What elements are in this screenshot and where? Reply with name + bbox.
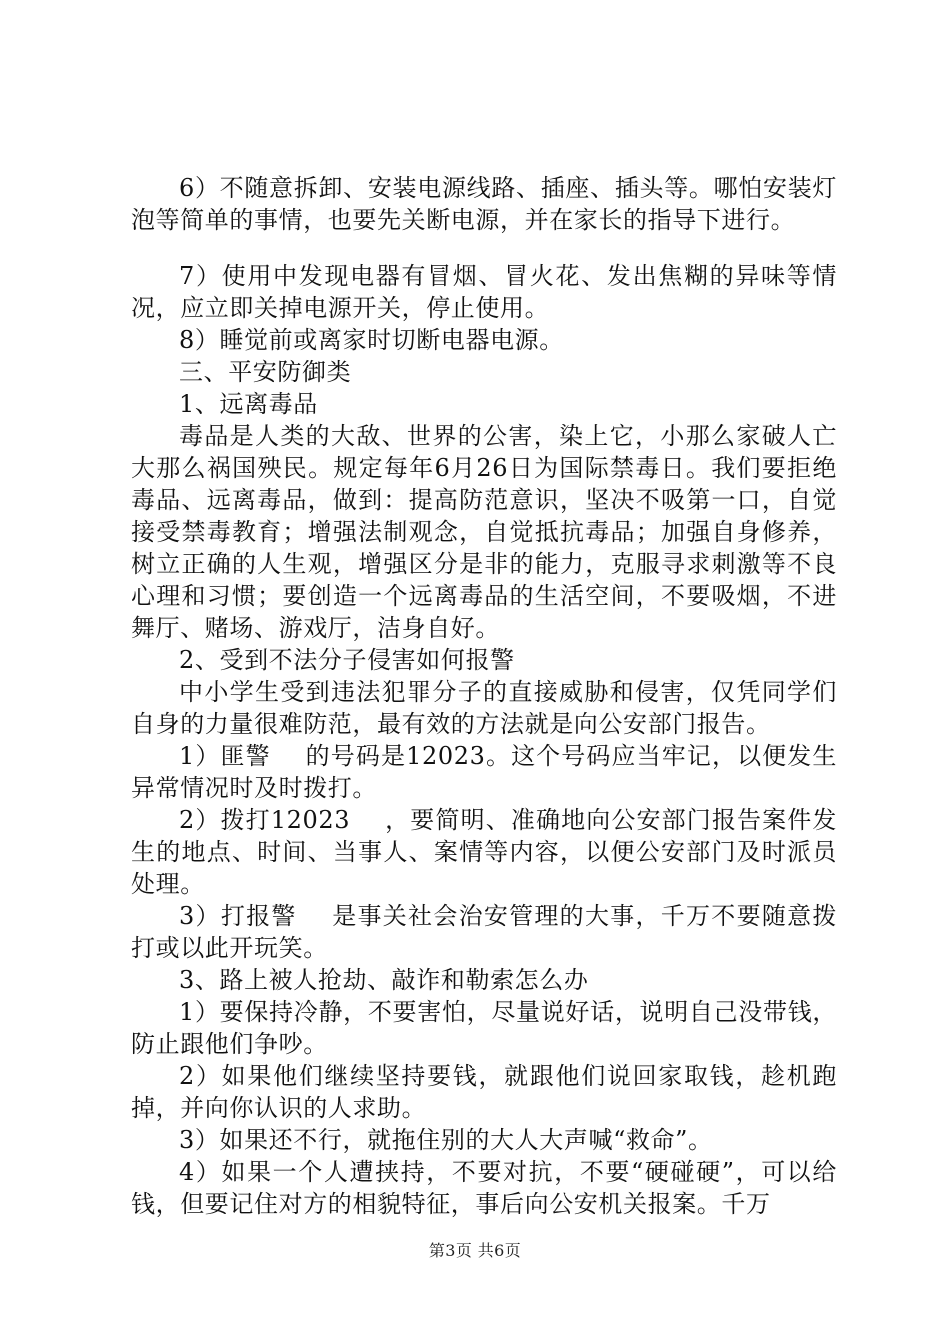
subheading-robbery: 3、路上被人抢劫、敲诈和勒索怎么办 (179, 966, 589, 994)
subheading-report-police: 2、受到不法分子侵害如何报警 (179, 646, 515, 674)
paragraph-report-3: 3）打报警 是事关社会治安管理的大事，千万不要随意拨打或以此开玩笑。 (131, 902, 837, 962)
document-body (131, 172, 837, 1220)
paragraph-electric-7: 7）使用中发现电器有冒烟、冒火花、发出焦糊的异味等情况，应立即关掉电源开关，停止使用。 (131, 262, 837, 322)
page-number-footer: 第3页 共6页 (428, 1241, 522, 1260)
paragraph-robbery-3: 3）如果还不行，就拖住别的大人大声喊“救命”。 (179, 1126, 713, 1154)
paragraph-robbery-4: 4）如果一个人遭挟持，不要对抗，不要“硬碰硬”，可以给钱，但要记住对方的相貌特征，事后向公安机关报案。千万 (131, 1158, 837, 1218)
paragraph-drugs: 毒品是人类的大敌、世界的公害，染上它，小那么家破人亡大那么祸国殃民。规定每年6月26日为国际禁毒日。我们要拒绝毒品、远离毒品，做到：提高防范意识，坚决不吸第一口，自觉接受禁毒教育；增强法制观念，自觉抵抗毒品；加强自身修养，树立正确的人生观，增强区分是非的能力，克服寻求刺激等不良心理和习惯；要创造一个远离毒品的生活空间，不要吸烟，不进舞厅、赌场、游戏厅，洁身自好。 (131, 422, 837, 642)
paragraph-electric-6: 6）不随意拆卸、安装电源线路、插座、插头等。哪怕安装灯泡等简单的事情，也要先关断电源，并在家长的指导下进行。 (131, 174, 837, 234)
paragraph-robbery-2: 2）如果他们继续坚持要钱，就跟他们说回家取钱，趁机跑掉，并向你认识的人求助。 (131, 1062, 837, 1122)
subheading-stay-away-drugs: 1、远离毒品 (179, 390, 318, 418)
paragraph-robbery-1: 1）要保持冷静，不要害怕，尽量说好话，说明自己没带钱，防止跟他们争吵。 (131, 998, 837, 1058)
paragraph-report-intro: 中小学生受到违法犯罪分子的直接威胁和侵害，仅凭同学们自身的力量很难防范，最有效的方法就是向公安部门报告。 (131, 678, 837, 738)
section-heading-safety-defense: 三、平安防御类 (179, 358, 352, 386)
paragraph-report-2: 2）拨打12023 ，要简明、准确地向公安部门报告案件发生的地点、时间、当事人、案情等内容，以便公安部门及时派员处理。 (131, 806, 837, 898)
paragraph-electric-8: 8）睡觉前或离家时切断电器电源。 (179, 326, 564, 354)
paragraph-report-1: 1）匪警 的号码是12023。这个号码应当牢记，以便发生异常情况时及时拨打。 (131, 742, 837, 802)
